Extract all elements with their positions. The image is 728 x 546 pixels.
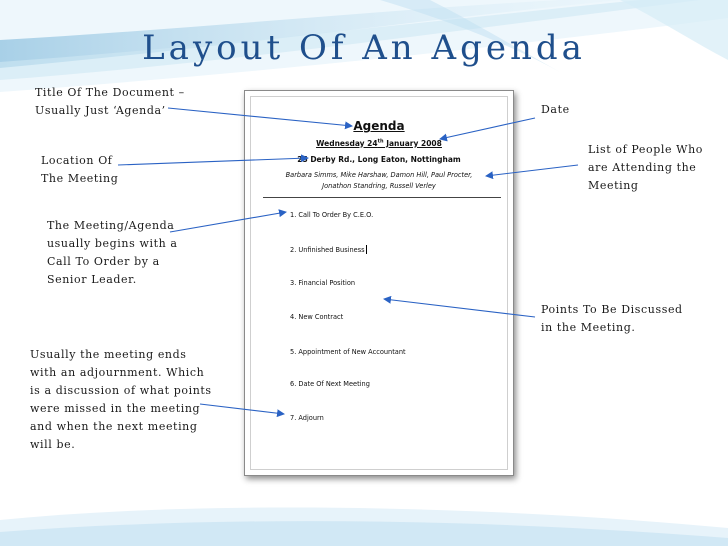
note-points <box>541 301 683 337</box>
note-location <box>41 152 118 188</box>
note-line: Title Of The Document – <box>35 86 185 99</box>
note-line: Date <box>541 103 570 116</box>
agenda-item: 4. New Contract <box>290 313 344 321</box>
note-line: with an adjournment. Which <box>30 366 205 379</box>
note-line: The Meeting/Agenda <box>47 219 175 232</box>
slide-title: Layout Of An Agenda <box>142 28 586 68</box>
note-adjournment <box>30 346 212 454</box>
document-date: Wednesday 24th January 2008 <box>316 138 442 148</box>
note-line: List of People Who <box>588 143 703 156</box>
note-line: is a discussion of what points <box>30 384 212 397</box>
document-location: 25 Derby Rd., Long Eaton, Nottingham <box>297 155 461 164</box>
document-heading: Agenda <box>353 119 405 133</box>
note-line: usually begins with a <box>47 237 178 250</box>
document-attendees: Barbara Simms, Mike Harshaw, Damon Hill, Paul Procter, <box>285 171 473 179</box>
agenda-item: 2. Unfinished Business <box>290 246 365 254</box>
agenda-item: 1. Call To Order By C.E.O. <box>290 211 374 219</box>
agenda-item: 7. Adjourn <box>290 414 324 422</box>
note-line: in the Meeting. <box>541 321 636 334</box>
note-date <box>541 101 570 119</box>
text-cursor <box>366 245 367 254</box>
note-title <box>35 84 185 120</box>
document-attendees: Jonathon Standring, Russell Verley <box>322 182 436 190</box>
agenda-item: 5. Appointment of New Accountant <box>290 348 406 356</box>
note-line: Usually the meeting ends <box>30 348 187 361</box>
note-people <box>588 141 703 195</box>
note-line: The Meeting <box>41 172 119 185</box>
agenda-item: 6. Date Of Next Meeting <box>290 380 370 388</box>
note-line: Meeting <box>588 179 639 192</box>
note-line: Call To Order by a <box>47 255 160 268</box>
note-line: will be. <box>30 438 76 451</box>
note-line: Points To Be Discussed <box>541 303 683 316</box>
note-line: Usually Just ‘Agenda’ <box>35 104 166 117</box>
note-line: and when the next meeting <box>30 420 198 433</box>
agenda-item: 3. Financial Position <box>290 279 356 287</box>
note-line: Location Of <box>41 154 113 167</box>
note-line: were missed in the meeting <box>30 402 201 415</box>
note-line: Senior Leader. <box>47 273 137 286</box>
document-border <box>250 96 508 470</box>
note-line: are Attending the <box>588 161 697 174</box>
divider <box>263 197 501 198</box>
agenda-document <box>244 90 514 476</box>
note-call-to-order <box>47 217 178 289</box>
